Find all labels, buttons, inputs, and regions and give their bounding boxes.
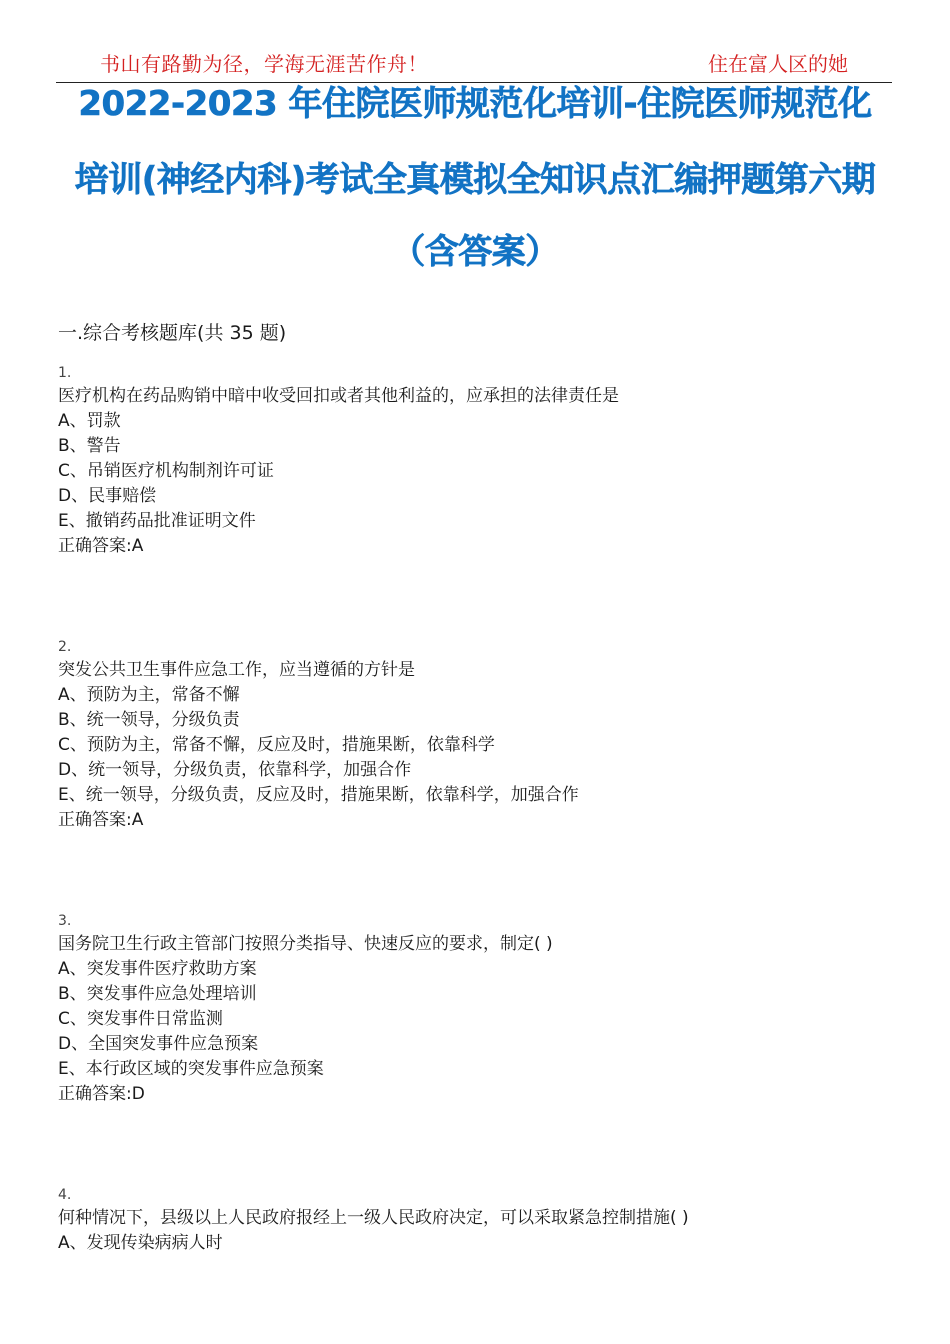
question-2 [58, 638, 898, 833]
option-e: E、统一领导，分级负责，反应及时，措施果断，依靠科学，加强合作 [58, 785, 579, 805]
option-b: B、突发事件应急处理培训 [58, 984, 257, 1004]
correct-answer: 正确答案:A [58, 810, 144, 830]
option-b: B、统一领导，分级负责 [58, 710, 240, 730]
option-e: E、撤销药品批准证明文件 [58, 511, 256, 531]
correct-answer: 正确答案:A [58, 536, 144, 556]
question-1 [58, 364, 898, 559]
page-header [58, 48, 892, 78]
question-stem: 何种情况下，县级以上人民政府报经上一级人民政府决定，可以采取紧急控制措施( ) [58, 1208, 689, 1228]
header-divider [56, 82, 892, 83]
question-number: 4. [58, 1187, 72, 1203]
header-motto: 书山有路勤为径，学海无涯苦作舟！ [100, 52, 428, 76]
option-c: C、吊销医疗机构制剂许可证 [58, 461, 274, 481]
document-title-line-3: （含答案） [391, 232, 559, 272]
option-c: C、预防为主，常备不懈，反应及时，措施果断，依靠科学 [58, 735, 495, 755]
section-heading: 一.综合考核题库(共 35 题) [58, 322, 287, 344]
question-4 [58, 1186, 898, 1256]
question-stem: 突发公共卫生事件应急工作，应当遵循的方针是 [58, 660, 415, 680]
option-b: B、警告 [58, 436, 121, 456]
option-a: A、发现传染病病人时 [58, 1233, 223, 1253]
header-author: 住在富人区的她 [708, 52, 848, 76]
option-d: D、民事赔偿 [58, 486, 157, 506]
correct-answer: 正确答案:D [58, 1084, 145, 1104]
option-a: A、突发事件医疗救助方案 [58, 959, 257, 979]
question-number: 1. [58, 365, 72, 381]
option-d: D、统一领导，分级负责，依靠科学，加强合作 [58, 760, 412, 780]
option-a: A、预防为主，常备不懈 [58, 685, 240, 705]
document-title-line-1: 2022-2023 年住院医师规范化培训-住院医师规范化 [78, 84, 872, 124]
question-number: 3. [58, 913, 72, 929]
option-d: D、全国突发事件应急预案 [58, 1034, 259, 1054]
option-e: E、本行政区域的突发事件应急预案 [58, 1059, 324, 1079]
question-3 [58, 912, 898, 1107]
question-stem: 医疗机构在药品购销中暗中收受回扣或者其他利益的，应承担的法律责任是 [58, 386, 619, 406]
option-c: C、突发事件日常监测 [58, 1009, 223, 1029]
question-number: 2. [58, 639, 72, 655]
option-a: A、罚款 [58, 411, 121, 431]
document-title-line-2: 培训(神经内科)考试全真模拟全知识点汇编押题第六期 [74, 160, 876, 200]
question-stem: 国务院卫生行政主管部门按照分类指导、快速反应的要求，制定( ) [58, 934, 553, 954]
